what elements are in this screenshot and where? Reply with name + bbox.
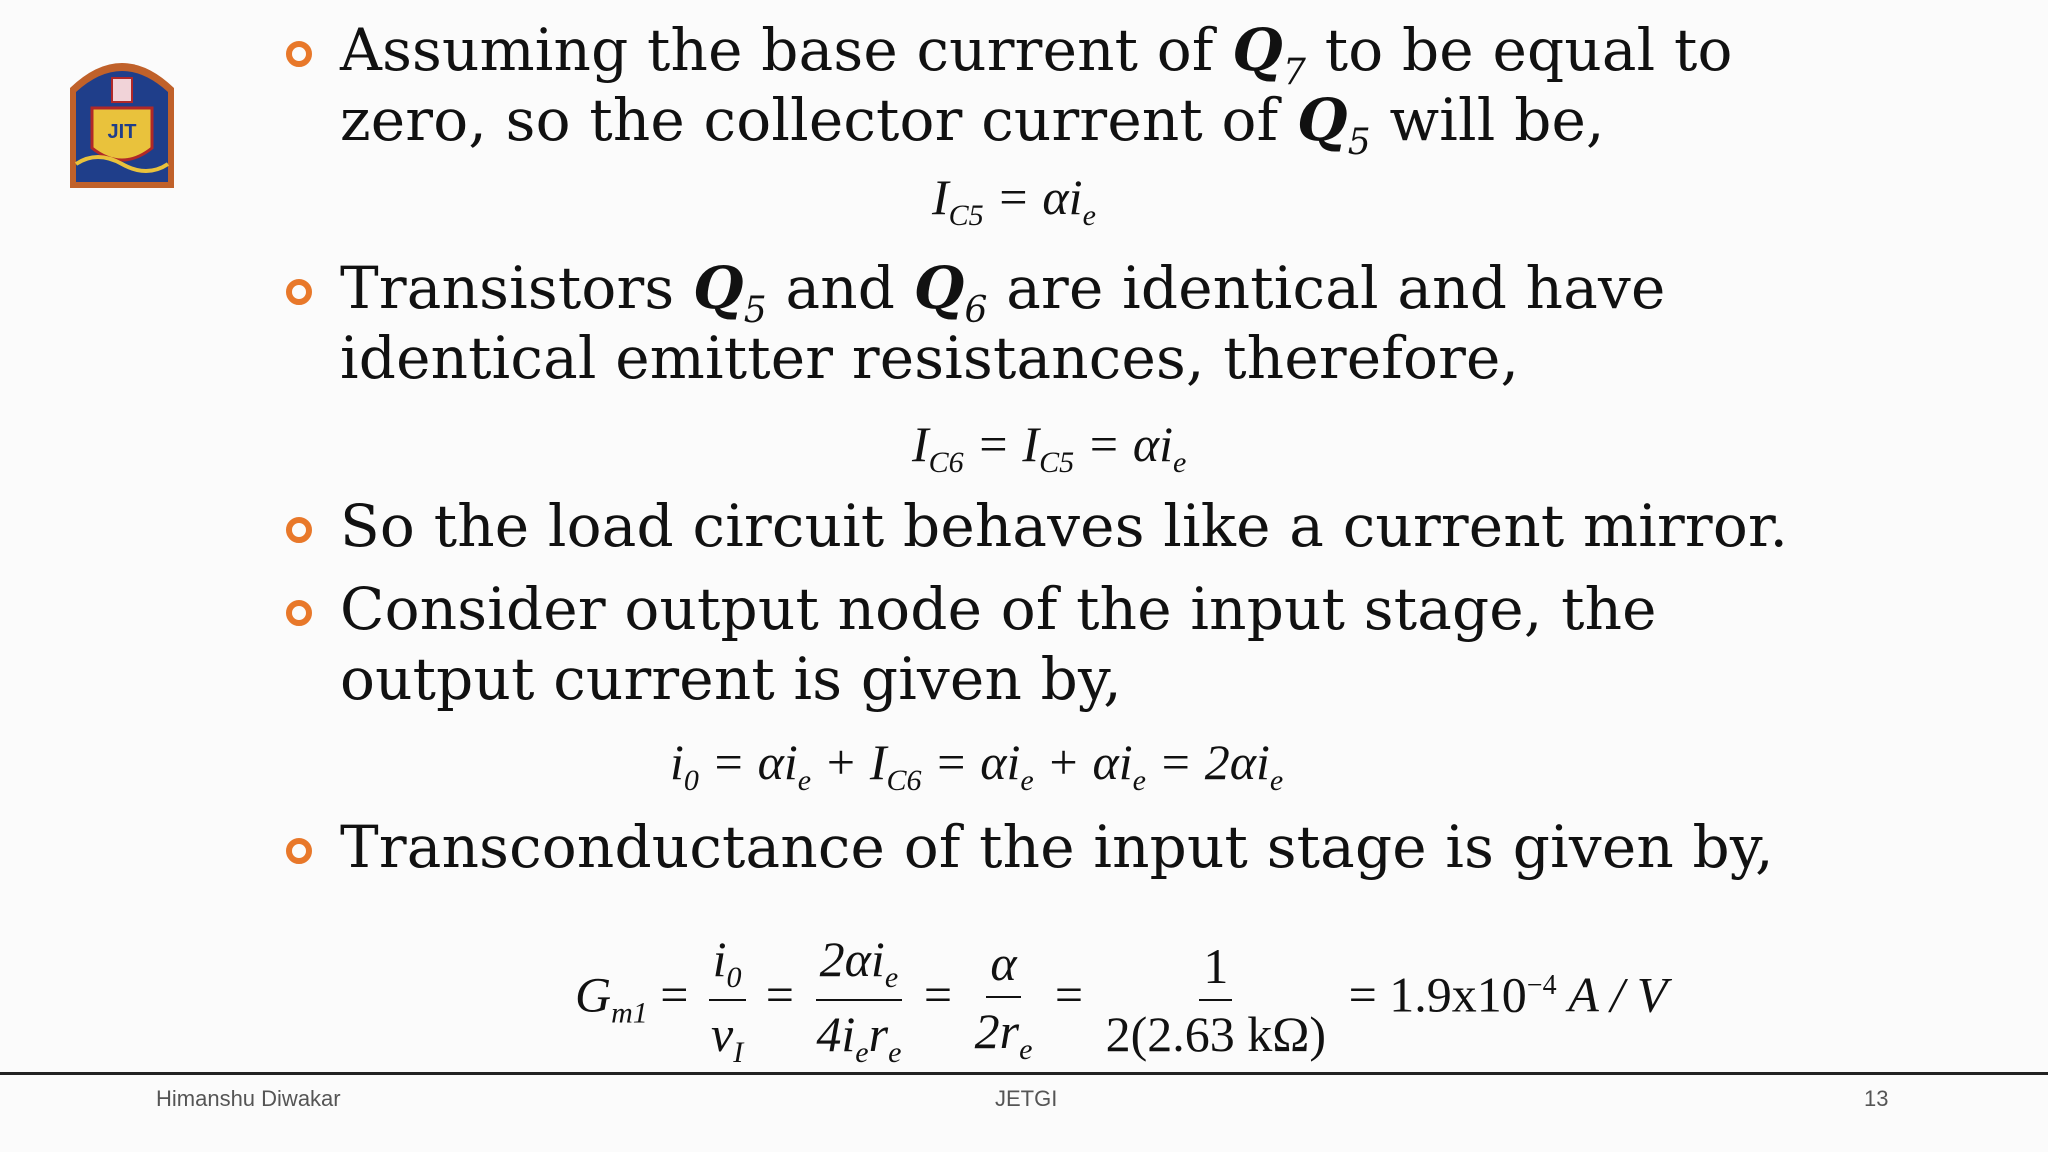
- equation-ic6: $I_{C6} = I_{C5} = \alpha i_e$: [912, 416, 1187, 479]
- bullet-icon: [286, 838, 312, 864]
- bullet-1-line-1: Assuming the base current of $Q_7$ to be equal to: [340, 16, 1733, 93]
- fraction-1: $\frac{i_0}{v_I}$: [707, 930, 747, 1070]
- equation-ic5: $I_{C5} = \alpha i_e$: [932, 169, 1096, 232]
- bullet-icon: [286, 279, 312, 305]
- footer-center: JETGI: [995, 1086, 1058, 1111]
- logo-text: JIT: [107, 121, 137, 143]
- bullet-icon: [286, 41, 312, 67]
- footer-author: Himanshu Diwakar: [156, 1086, 341, 1111]
- bullet-icon: [286, 517, 312, 543]
- bullet-2-line-1: Transistors $Q_5$ and $Q_6$ are identical and have: [340, 254, 1666, 331]
- bullet-1-line-2: zero, so the collector current of $Q_5$ will be,: [340, 86, 1605, 163]
- bullet-2-line-2: identical emitter resistances, therefore,: [340, 324, 1520, 392]
- equation-transconductance: $G_{m1}$ = $\frac{i_0}{v_I}$ = $\frac{2\alpha i_e}{4i_er_e}$ = $\frac{\alpha}{2r_e}$ = $\frac{1}{2(2.63 k\Omega)}$ = $1.9x10^{-4}$ A / V: [575, 931, 1668, 1069]
- bullet-3-text: So the load circuit behaves like a current mirror.: [340, 492, 1789, 560]
- fraction-3: $\frac{\alpha}{2r_e}$: [974, 934, 1033, 1066]
- bullet-4-line-1: Consider output node of the input stage, the: [340, 575, 1657, 643]
- bullet-4-line-2: output current is given by,: [340, 645, 1122, 713]
- equation-output-current: $i_0 = \alpha i_e + I_{C6} = \alpha i_e + \alpha i_e = 2\alpha i_e$: [670, 734, 1284, 797]
- institute-logo: [62, 48, 182, 192]
- bullet-icon: [286, 600, 312, 626]
- footer-divider: [0, 1072, 2048, 1075]
- bullet-5-text: Transconductance of the input stage is given by,: [340, 813, 1774, 881]
- fraction-4: $\frac{1}{2(2.63 k\Omega)}$: [1105, 938, 1327, 1062]
- fraction-2: $\frac{2\alpha i_e}{4i_er_e}$: [816, 931, 902, 1069]
- page-number: 13: [1864, 1086, 1889, 1111]
